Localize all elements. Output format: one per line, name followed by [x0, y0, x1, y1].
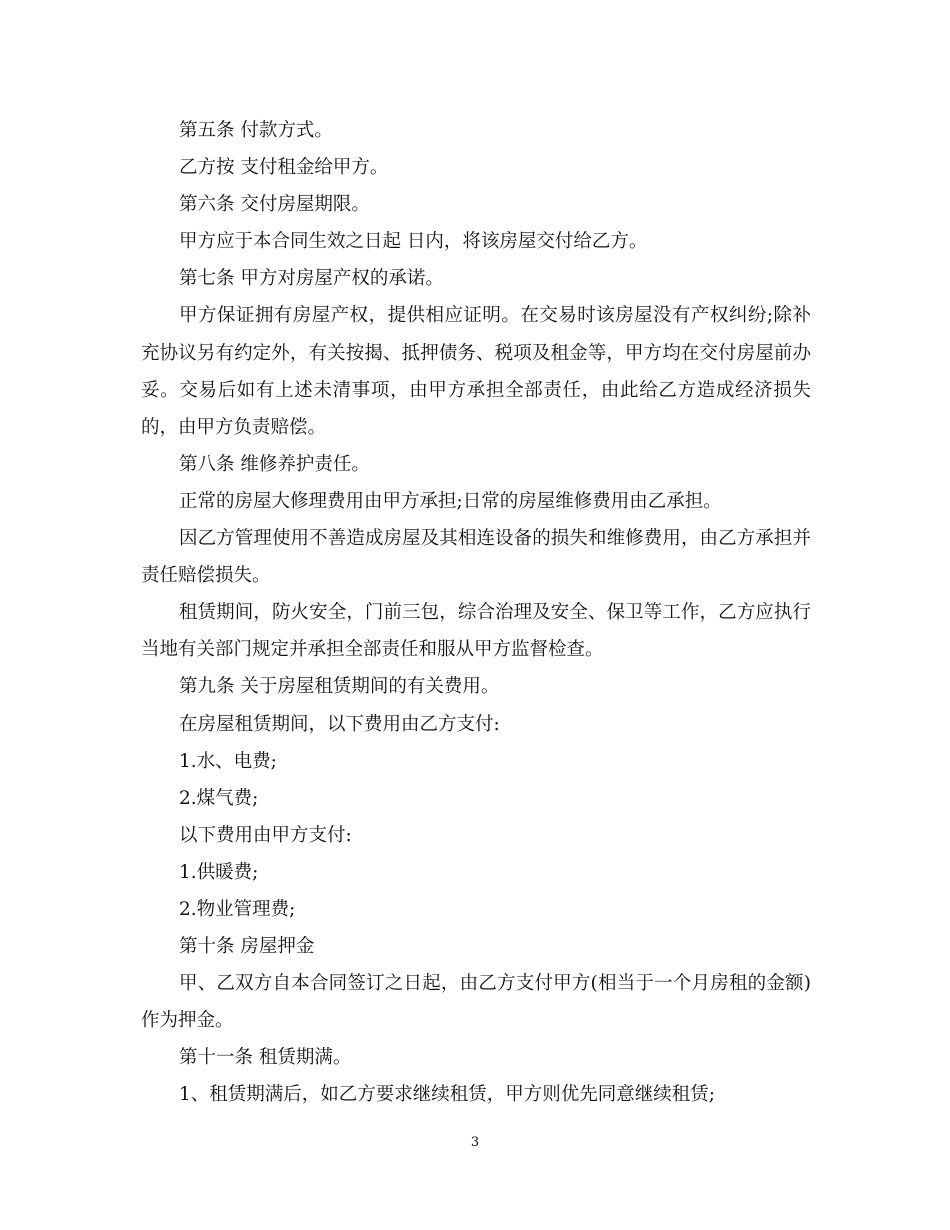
paragraph: 1、租赁期满后，如乙方要求继续租赁，甲方则优先同意继续租赁; — [179, 1084, 716, 1106]
paragraph: 第十一条 租赁期满。 — [179, 1047, 352, 1069]
paragraph: 1.供暖费; — [179, 861, 259, 883]
document-body — [141, 112, 811, 1114]
paragraph: 第五条 付款方式。 — [179, 120, 333, 141]
paragraph: 2.煤气费; — [179, 787, 259, 809]
page-number: 3 — [470, 1135, 480, 1150]
paragraph: 甲方保证拥有房屋产权，提供相应证明。在交易时该房屋没有产权纠纷;除补充协议另有约定外，有关按揭、抵押债务、税项及租金等，甲方均在交付房屋前办妥。交易后如有上述未清事项，由甲方承担全部责任，由此给乙方造成经济损失的，由甲方负责赔偿。 — [141, 305, 811, 438]
paragraph: 第七条 甲方对房屋产权的承诺。 — [179, 268, 444, 290]
paragraph: 第九条 关于房屋租赁期间的有关费用。 — [179, 676, 500, 698]
paragraph: 租赁期间，防火安全，门前三包，综合治理及安全、保卫等工作，乙方应执行当地有关部门规定并承担全部责任和服从甲方监督检查。 — [141, 602, 811, 661]
paragraph: 因乙方管理使用不善造成房屋及其相连设备的损失和维修费用，由乙方承担并责任赔偿损失。 — [141, 528, 811, 587]
paragraph: 第十条 房屋押金 — [179, 936, 315, 958]
paragraph: 第八条 维修养护责任。 — [179, 453, 370, 475]
paragraph: 在房屋租赁期间，以下费用由乙方支付: — [179, 713, 500, 735]
paragraph: 正常的房屋大修理费用由甲方承担;日常的房屋维修费用由乙承担。 — [179, 490, 722, 512]
paragraph: 乙方按 支付租金给甲方。 — [179, 157, 389, 179]
paragraph: 以下费用由甲方支付: — [179, 824, 352, 846]
paragraph: 第六条 交付房屋期限。 — [179, 194, 370, 216]
paragraph: 1.水、电费; — [179, 750, 277, 772]
paragraph: 甲方应于本合同生效之日起 日内，将该房屋交付给乙方。 — [179, 231, 648, 253]
paragraph: 甲、乙双方自本合同签订之日起，由乙方支付甲方(相当于一个月房租的金额)作为押金。 — [141, 973, 811, 1032]
paragraph: 2.物业管理费; — [179, 898, 296, 920]
